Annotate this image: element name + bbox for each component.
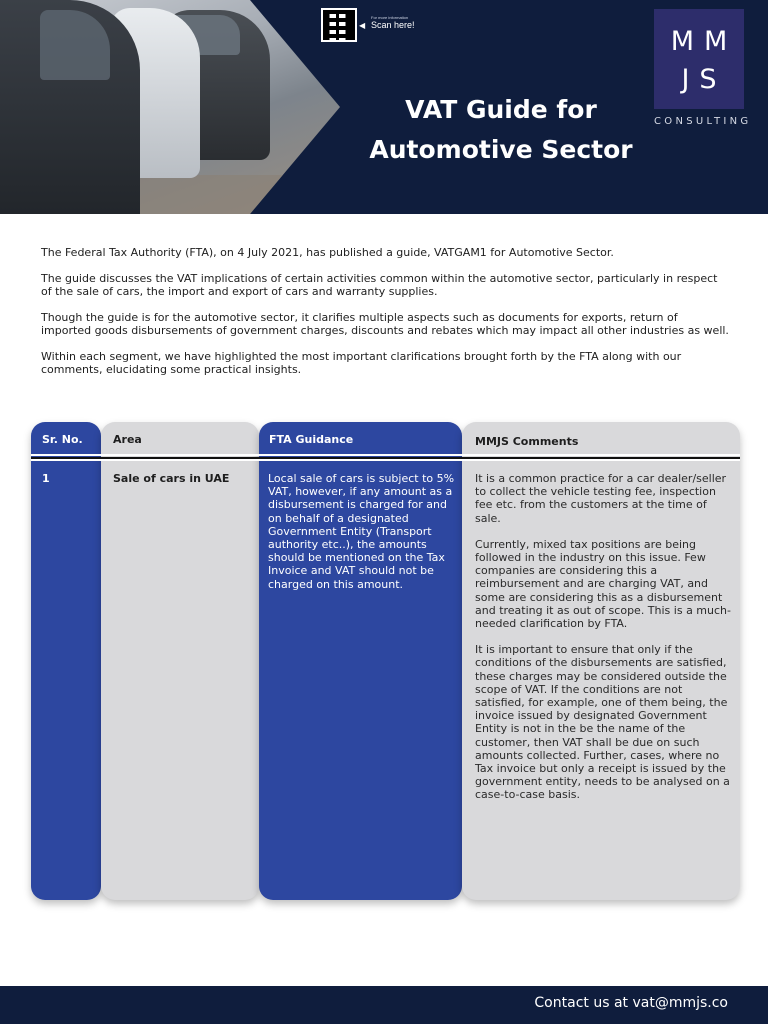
header-fta-guidance: FTA Guidance [269, 433, 354, 446]
header-banner [0, 0, 768, 214]
logo-line-1: MM [670, 26, 738, 57]
intro-paragraph: Though the guide is for the automotive sector, it clarifies multiple aspects such as documents for exports, return of imported goods disbursements of government charges, discounts and rebates which may impact all other industries as well. [41, 311, 729, 337]
intro-paragraph: The guide discusses the VAT implications of certain activities common within the automotive sector, particularly in respect of the sale of cars, the import and export of cars and warranty supplies. [41, 272, 718, 298]
car-photo [0, 0, 340, 214]
header-divider-bottom [31, 459, 740, 461]
comment-paragraph: It is a common practice for a car dealer/seller to collect the vehicle testing fee, inspection fee etc. from the customers at the time of sale. [475, 472, 727, 525]
arrow-left-icon: ◀ [359, 21, 366, 30]
column-area [101, 422, 259, 900]
contact-email-link[interactable]: Contact us at vat@mmjs.co [534, 995, 728, 1011]
logo-line-2: JS [681, 64, 727, 95]
qr-code[interactable] [321, 8, 357, 42]
cell-sr-no: 1 [42, 472, 50, 485]
title-line-1: VAT Guide for [405, 95, 597, 124]
comment-paragraph: It is important to ensure that only if the conditions of the disbursements are satisfied, these charges may be considered outside the scope of VAT. If the conditions are not satisfied, for example, one of them being, the invoice issued by designated Government Entity is not in the be the name of the customer, then VAT shall be due on such amounts collected. Further, cases, where no Tax invoice but only a receipt is issued by the government entity, needs to be analysed on a case-to-case basis. [475, 643, 730, 802]
cell-fta-guidance: Local sale of cars is subject to 5% VAT, however, if any amount as a disbursement is charged for and on behalf of a designated Government Entity (Transport authority etc..), the amounts should be mentioned on the Tax Invoice and VAT should not be charged on this amount. [268, 472, 455, 591]
qr-scan-label: Scan here! [371, 20, 415, 30]
cell-mmjs-comments [475, 472, 733, 815]
mmjs-logo [654, 9, 744, 109]
intro-paragraph: The Federal Tax Authority (FTA), on 4 July 2021, has published a guide, VATGAM1 for Automotive Sector. [41, 246, 614, 259]
header-area: Area [113, 433, 142, 446]
qr-info-text: For more information [371, 15, 409, 20]
page-title [340, 90, 662, 170]
title-line-2: Automotive Sector [369, 135, 633, 164]
comment-paragraph: Currently, mixed tax positions are being followed in the industry on this issue. Few companies are considering this a reimbursement and are charging VAT, and some are considering this as a disbursement and treating it as out of scope. This is a much-needed clarification by FTA. [475, 537, 731, 631]
footer-bar [0, 986, 768, 1024]
intro-text [41, 246, 731, 389]
cell-area: Sale of cars in UAE [113, 472, 230, 485]
header-divider-top [31, 454, 740, 456]
intro-paragraph: Within each segment, we have highlighted the most important clarifications brought forth by the FTA along with our comments, elucidating some practical insights. [41, 350, 682, 376]
header-sr-no: Sr. No. [42, 433, 83, 446]
column-sr-no [31, 422, 101, 900]
header-mmjs-comments: MMJS Comments [475, 435, 579, 448]
logo-subtitle: CONSULTING [654, 116, 752, 127]
